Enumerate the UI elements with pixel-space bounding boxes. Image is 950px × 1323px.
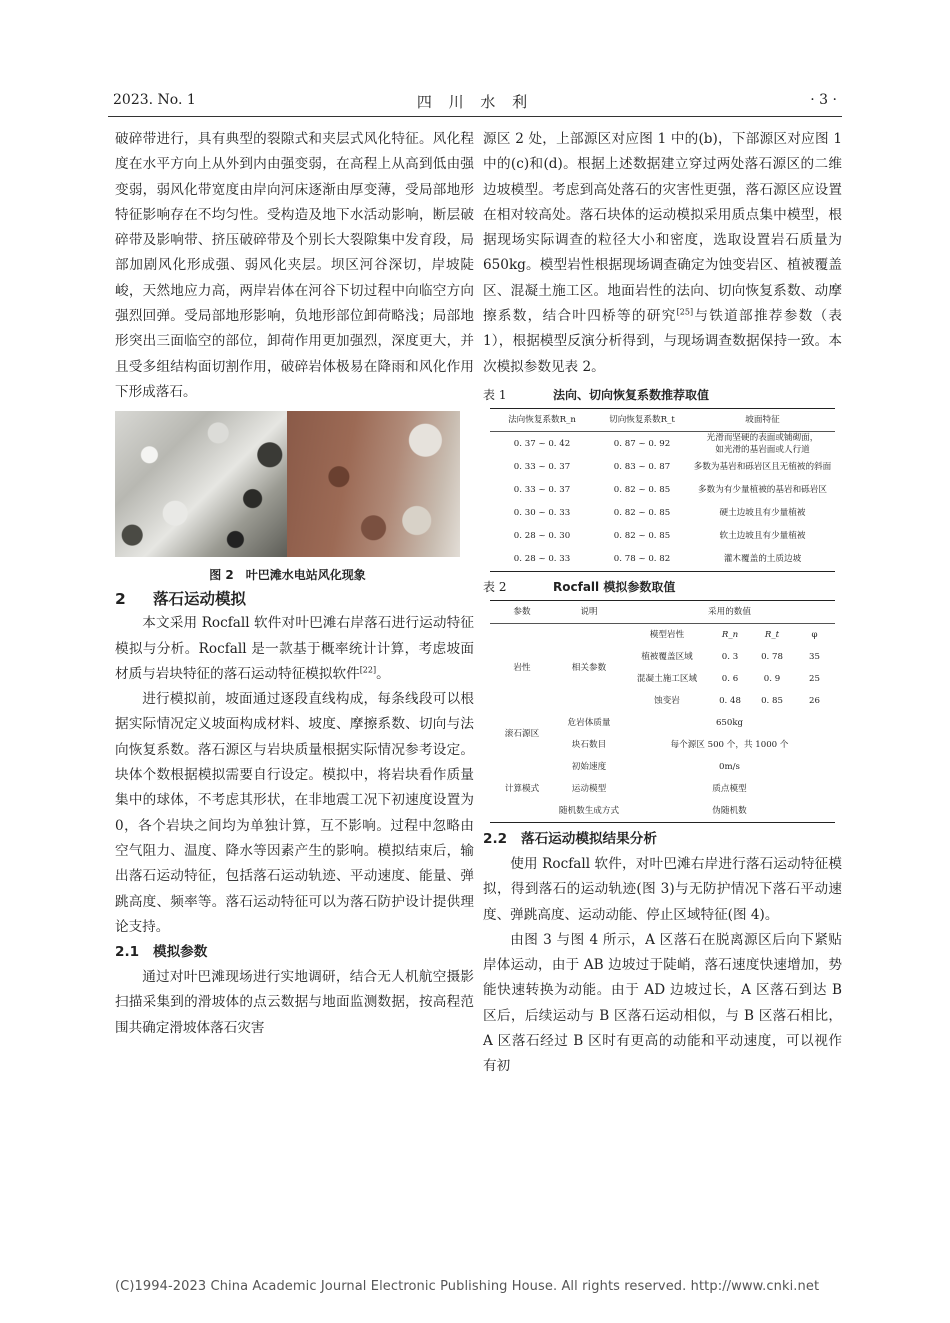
table-cell: 植被覆盖区域 (641, 651, 693, 662)
table-cell: 伪随机数 (712, 805, 747, 816)
table-2-caption (483, 578, 842, 596)
table-cell: 0. 33 ~ 0. 37 (513, 485, 571, 496)
table-cell: 每个源区 500 个，共 1000 个 (670, 739, 789, 750)
table-cell: 0. 85 (761, 695, 783, 706)
paragraph-text: 源区 2 处，上部源区对应图 1 中的(b)，下部源区对应图 1 中的(c)和(d)。根据上述数据建立穿过两处落石源区的二维边坡模型。考虑到高处落石的灾害性更强，落石源区应设置在相对较高处。落石块体的运动模拟采用质点集中模型，根据现场实际调查的粒径大小和密度，选取设置岩石质量为 650kg。模型岩性根据现场调查确定为蚀变岩区、植被覆盖区、混凝土施工区。地面岩性的法向、切向恢复系数、动摩擦系数，结合叶四桥等的研究 (483, 131, 842, 325)
subsection-heading (483, 827, 842, 852)
table-cell: 0. 82 ~ 0. 85 (613, 485, 671, 496)
table-cell: 0m/s (719, 761, 740, 772)
table-cell: 25 (809, 673, 820, 684)
table-header-row (490, 600, 835, 623)
table-cell: 0. 6 (721, 673, 739, 684)
table-cell: 0. 9 (763, 673, 781, 684)
copyright-footer: (C)1994-2023 China Academic Journal Electronic Publishing House. All rights reserved. http://www.cnki.net (115, 1279, 820, 1294)
table-row (490, 756, 835, 778)
group-label: 计算模式 (504, 783, 540, 794)
table-cell: 块石数目 (571, 739, 607, 750)
subsection-heading (115, 940, 474, 965)
citation-ref: [22] (359, 665, 377, 675)
group-desc: 相关参数 (571, 662, 607, 673)
table-cell: 初始速度 (571, 761, 607, 772)
table-row (490, 502, 835, 525)
paragraph: 破碎带进行，具有典型的裂隙式和夹层式风化特征。风化程度在水平方向上从外到内由强变弱，在高程上从高到低由强变弱，弱风化带宽度由岸向河床逐渐由厚变薄，受局部地形特征影响存在不均匀性。受构造及地下水活动影响，断层破碎带及影响带、挤压破碎带及个别长大裂隙集中发育段，局部加剧风化形成强、弱风化夹层。坝区河谷深切，岸坡陡峻，天然地应力高，两岸岩体在河谷下切过程中向临空方向强烈回弹。受局部地形影响，负地形部位卸荷略浅；局部地形突出三面临空的部位，卸荷作用更加强烈，深度更大，并且受多组结构面切割作用，破碎岩体极易在降雨和风化作用下形成落石。 (115, 131, 474, 400)
sub-header: φ (811, 629, 818, 640)
paragraph: 进行模拟前，坡面通过逐段直线构成，每条线段可以根据实际情况定义坡面构成材料、坡度、摩擦系数、切向与法向恢复系数。落石源区与岩块质量根据实际情况参考设定。块体个数根据模拟需要自行设定。模拟中，将岩块看作质量集中的球体，不考虑其形状，在非地震工况下初速度设置为 0，各个岩块之间均为单独计算，互不影响。过程中忽略由空气阻力、温度、降水等因素产生的影响。模拟结束后，输出落石运动特征，包括落石运动轨迹、平动速度、能量、弹跳高度、频率等。落石运动特征可以为落石防护设计提供理论支持。 (115, 691, 474, 935)
weathered-rock-photo-red (287, 411, 460, 557)
paragraph: 由图 3 与图 4 所示，A 区落石在脱离源区后向下紧贴岸体运动，由于 AB 边坡过于陡峭，落石速度快速增加，势能快速转换为动能。由于 AD 边坡过长，A 区落石到达 B 区后，后续运动与 B 区落石运动相似，与 B 区落石相比，A 区落石经过 B 区时有更高的动能和平动速度，可以视作有初 (483, 931, 842, 1075)
table-row (490, 431, 835, 456)
group-label: 岩性 (513, 662, 531, 673)
table-row (490, 548, 835, 572)
paragraph-text: 与铁道部推荐参数（表 1），根据模型反演分析得到，与现场调查数据保持一致。本次模拟参数见表 2。 (483, 308, 843, 375)
column-header: 说明 (554, 600, 624, 623)
table-cell: 0. 33 ~ 0. 37 (513, 462, 571, 473)
table-cell: 0. 48 (719, 695, 741, 706)
figure-2 (115, 411, 460, 557)
section-heading (115, 587, 474, 611)
left-column (115, 127, 474, 1041)
column-header: 参数 (490, 600, 554, 623)
paragraph: 使用 Rocfall 软件，对叶巴滩右岸进行落石运动特征模拟，得到落石的运动轨迹(图 3)与无防护情况下落石平动速度、弹跳高度、运动动能、停止区域特征(图 4)。 (483, 855, 842, 923)
table-cell: 0. 83 ~ 0. 87 (613, 462, 671, 473)
table-cell: 26 (809, 695, 820, 706)
table-cell: 危岩体质量 (567, 717, 611, 728)
section-title: 落石运动模拟 (153, 590, 247, 609)
table-1 (490, 408, 835, 572)
table-cell: 0. 78 (761, 651, 783, 662)
table-row (490, 479, 835, 502)
journal-issue: 2023. No. 1 (113, 92, 196, 108)
table-cell: 0. 3 (721, 651, 739, 662)
table-cell: 0. 82 ~ 0. 85 (613, 531, 671, 542)
subsection-number: 2.2 (483, 830, 508, 847)
table-1-caption (483, 386, 842, 404)
table-cell: 软土边坡且有少量植被 (719, 531, 806, 542)
table-cell: 质点模型 (712, 783, 747, 794)
table-title: Rocfall 模拟参数取值 (553, 579, 676, 594)
table-cell: 运动模型 (571, 783, 607, 794)
table-cell: 0. 28 ~ 0. 33 (513, 554, 571, 565)
figure-caption: 图 2 叶巴滩水电站风化现象 (209, 568, 366, 583)
table-2 (490, 600, 835, 823)
weathered-rock-photo-grey (115, 411, 287, 557)
right-column (483, 127, 842, 1080)
table-cell: 多数为有少量植被的基岩和砾岩区 (698, 485, 827, 496)
sub-header: 模型岩性 (649, 629, 685, 640)
table-cell: 硬土边坡且有少量植被 (719, 508, 806, 519)
column-header: 切向恢复系数R_t (594, 408, 690, 431)
table-number: 表 1 (483, 387, 507, 402)
table-cell: 0. 82 ~ 0. 85 (613, 508, 671, 519)
table-row (490, 456, 835, 479)
citation-ref: [25] (676, 307, 694, 317)
table-cell: 多数为基岩和砾岩区且无植被的斜面 (693, 462, 832, 473)
table-cell: 灌木覆盖的土质边坡 (723, 554, 802, 565)
table-cell: 随机数生成方式 (558, 805, 620, 816)
table-cell: 650kg (715, 717, 744, 728)
sub-header: R_n (721, 629, 739, 640)
subsection-title: 模拟参数 (153, 944, 208, 961)
subsection-title: 落石运动模拟结果分析 (521, 830, 657, 847)
table-row (490, 525, 835, 548)
paragraph (483, 127, 842, 380)
group-label: 滚石源区 (504, 728, 540, 739)
paragraph-end: 。 (376, 665, 390, 682)
table-cell: 蚀变岩 (654, 695, 680, 706)
table-cell: 35 (809, 651, 820, 662)
table-cell: 0. 87 ~ 0. 92 (613, 438, 671, 449)
paragraph (115, 611, 474, 687)
table-title: 法向、切向恢复系数推荐取值 (553, 387, 710, 402)
table-cell: 0. 28 ~ 0. 30 (513, 531, 571, 542)
header-rule (108, 116, 842, 117)
sub-header: R_t (764, 629, 780, 640)
table-cell: 0. 30 ~ 0. 33 (513, 508, 571, 519)
paragraph: 通过对叶巴滩现场进行实地调研，结合无人机航空摄影扫描采集到的滑坡体的点云数据与地面监测数据，按高程范围共确定滑坡体落石灾害 (115, 969, 474, 1036)
table-cell: 光滑而坚硬的表面或铺砌面，如光滑的基岩面或人行道 (706, 432, 819, 455)
table-row (490, 623, 835, 646)
table-cell: 0. 37 ~ 0. 42 (513, 438, 571, 449)
column-header: 法向恢复系数R_n (490, 408, 594, 431)
subsection-number: 2.1 (115, 944, 140, 961)
table-header-row (490, 408, 835, 431)
column-header: 坡面特征 (690, 408, 835, 431)
table-number: 表 2 (483, 579, 507, 594)
page-number: · 3 · (810, 92, 837, 108)
table-row (490, 712, 835, 734)
journal-title: 四 川 水 利 (416, 93, 534, 111)
column-header: 采用的数值 (624, 600, 835, 623)
table-cell: 0. 78 ~ 0. 82 (613, 554, 671, 565)
section-number: 2 (115, 590, 126, 609)
table-cell: 混凝土施工区域 (636, 673, 698, 684)
paragraph-text: 本文采用 Rocfall 软件对叶巴滩右岸落石进行运动特征模拟与分析。Rocfall 是一款基于概率统计计算，考虑坡面材质与岩块特征的落石运动特征模拟软件 (115, 615, 474, 682)
